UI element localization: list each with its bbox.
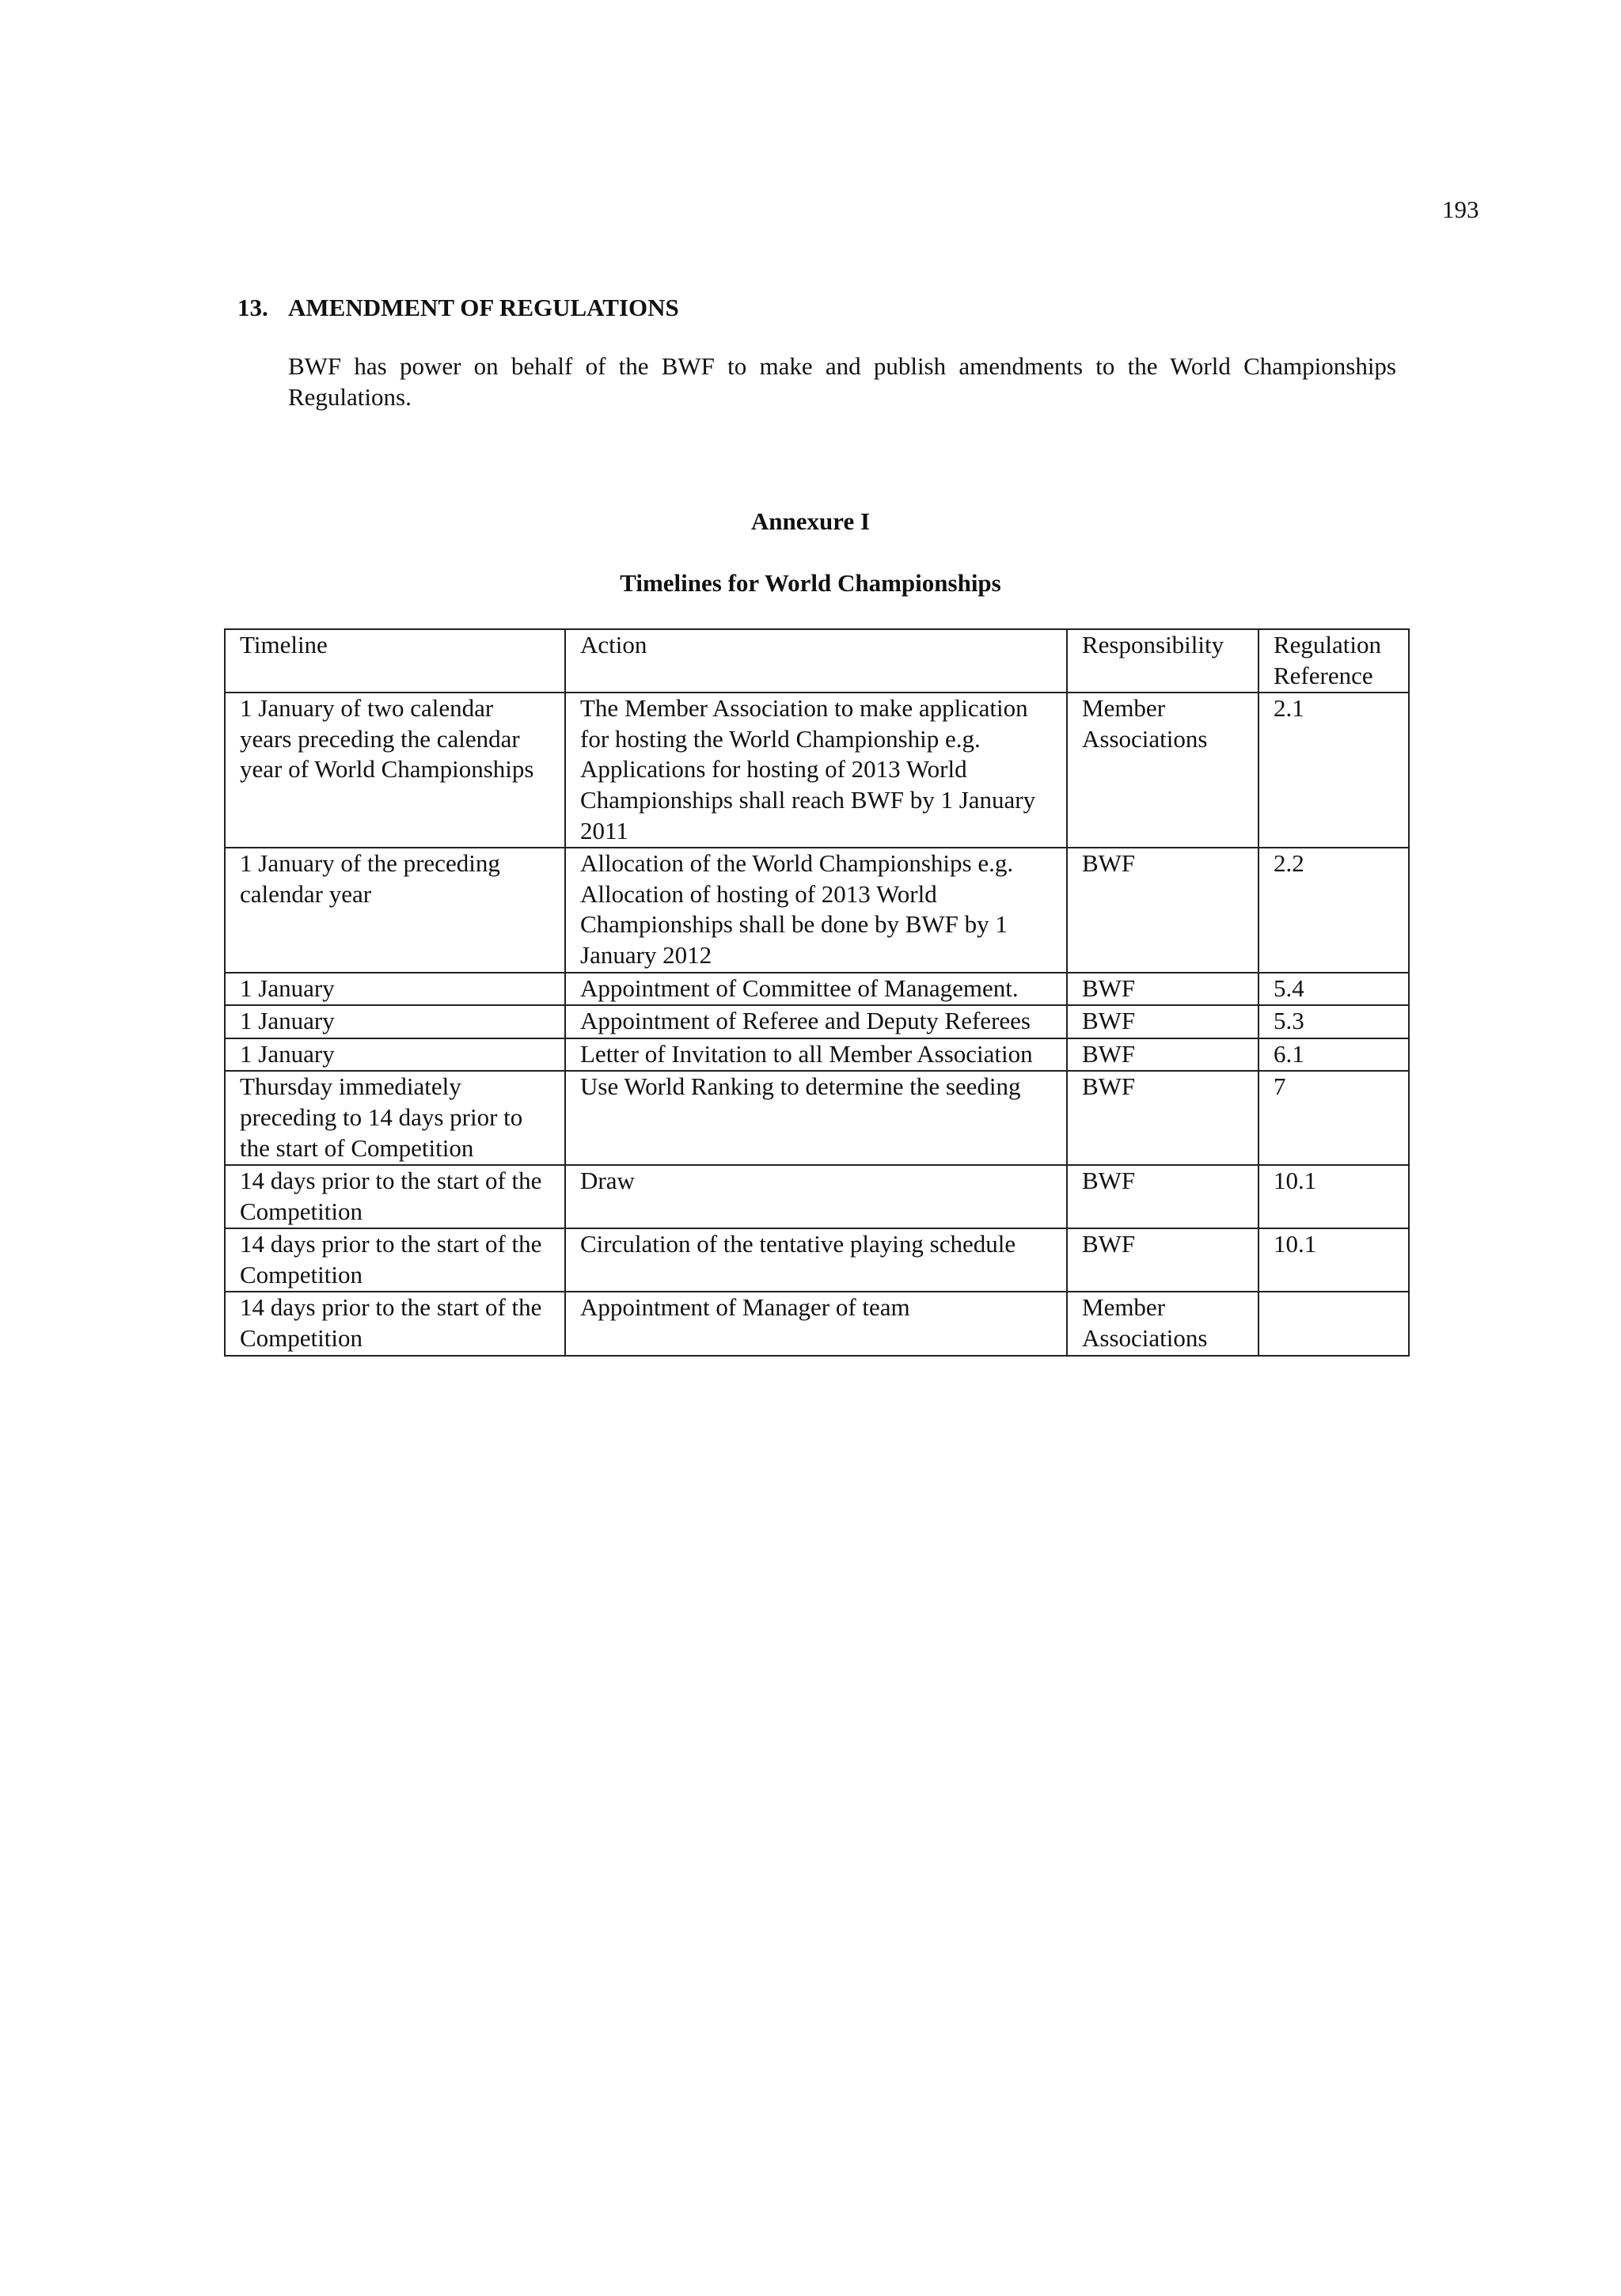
cell-responsibility: Member Associations	[1067, 1292, 1258, 1355]
cell-action: Letter of Invitation to all Member Association	[565, 1038, 1067, 1072]
cell-timeline: 1 January	[225, 1038, 565, 1072]
cell-reference: 7	[1258, 1071, 1409, 1165]
cell-timeline: 1 January of the preceding calendar year	[225, 848, 565, 972]
cell-action: Appointment of Manager of team	[565, 1292, 1067, 1355]
cell-responsibility: BWF	[1067, 1038, 1258, 1072]
cell-action: The Member Association to make application for hosting the World Championship e.g. Applications for hosting of 2013 World Championships shall reach BWF by 1 January 2011	[565, 693, 1067, 848]
cell-action: Circulation of the tentative playing schedule	[565, 1228, 1067, 1292]
annex-title: Annexure I	[750, 507, 871, 535]
section-title: AMENDMENT OF REGULATIONS	[288, 294, 679, 321]
table-row	[225, 1038, 1409, 1072]
cell-timeline: 1 January	[225, 973, 565, 1006]
table-row	[225, 1071, 1409, 1165]
cell-timeline: 14 days prior to the start of the Competition	[225, 1228, 565, 1292]
header-regulation-reference: Regulation Reference	[1258, 629, 1409, 693]
table-row	[225, 973, 1409, 1006]
cell-action: Appointment of Committee of Management.	[565, 973, 1067, 1006]
cell-timeline: 14 days prior to the start of the Competition	[225, 1292, 565, 1355]
header-timeline: Timeline	[225, 629, 565, 693]
section-number: 13.	[237, 294, 268, 321]
table-row	[225, 1292, 1409, 1355]
cell-action: Appointment of Referee and Deputy Referees	[565, 1005, 1067, 1038]
cell-reference	[1258, 1292, 1409, 1355]
header-action: Action	[565, 629, 1067, 693]
cell-responsibility: BWF	[1067, 1165, 1258, 1228]
cell-reference: 5.3	[1258, 1005, 1409, 1038]
timelines-table	[224, 628, 1410, 1357]
cell-action: Use World Ranking to determine the seeding	[565, 1071, 1067, 1165]
table-row	[225, 693, 1409, 848]
cell-reference: 10.1	[1258, 1165, 1409, 1228]
section-body: BWF has power on behalf of the BWF to make and publish amendments to the World Championships Regulations.	[288, 352, 1396, 411]
cell-responsibility: BWF	[1067, 973, 1258, 1006]
table-row	[225, 848, 1409, 972]
cell-responsibility: BWF	[1067, 848, 1258, 972]
table-row	[225, 1005, 1409, 1038]
cell-timeline: Thursday immediately preceding to 14 days prior to the start of Competition	[225, 1071, 565, 1165]
cell-action: Allocation of the World Championships e.g. Allocation of hosting of 2013 World Championships shall be done by BWF by 1 January 2012	[565, 848, 1067, 972]
cell-responsibility: BWF	[1067, 1005, 1258, 1038]
cell-reference: 2.1	[1258, 693, 1409, 848]
cell-reference: 5.4	[1258, 973, 1409, 1006]
cell-responsibility: Member Associations	[1067, 693, 1258, 848]
table-header-row	[225, 629, 1409, 693]
cell-reference: 2.2	[1258, 848, 1409, 972]
cell-action: Draw	[565, 1165, 1067, 1228]
section-heading	[237, 293, 679, 323]
cell-timeline: 1 January	[225, 1005, 565, 1038]
cell-timeline: 1 January of two calendar years preceding the calendar year of World Championships	[225, 693, 565, 848]
header-responsibility: Responsibility	[1067, 629, 1258, 693]
table-row	[225, 1165, 1409, 1228]
cell-responsibility: BWF	[1067, 1071, 1258, 1165]
page-number: 193	[1442, 195, 1479, 223]
cell-reference: 6.1	[1258, 1038, 1409, 1072]
table-row	[225, 1228, 1409, 1292]
annex-subtitle: Timelines for World Championships	[620, 569, 1001, 597]
cell-responsibility: BWF	[1067, 1228, 1258, 1292]
cell-reference: 10.1	[1258, 1228, 1409, 1292]
cell-timeline: 14 days prior to the start of the Competition	[225, 1165, 565, 1228]
